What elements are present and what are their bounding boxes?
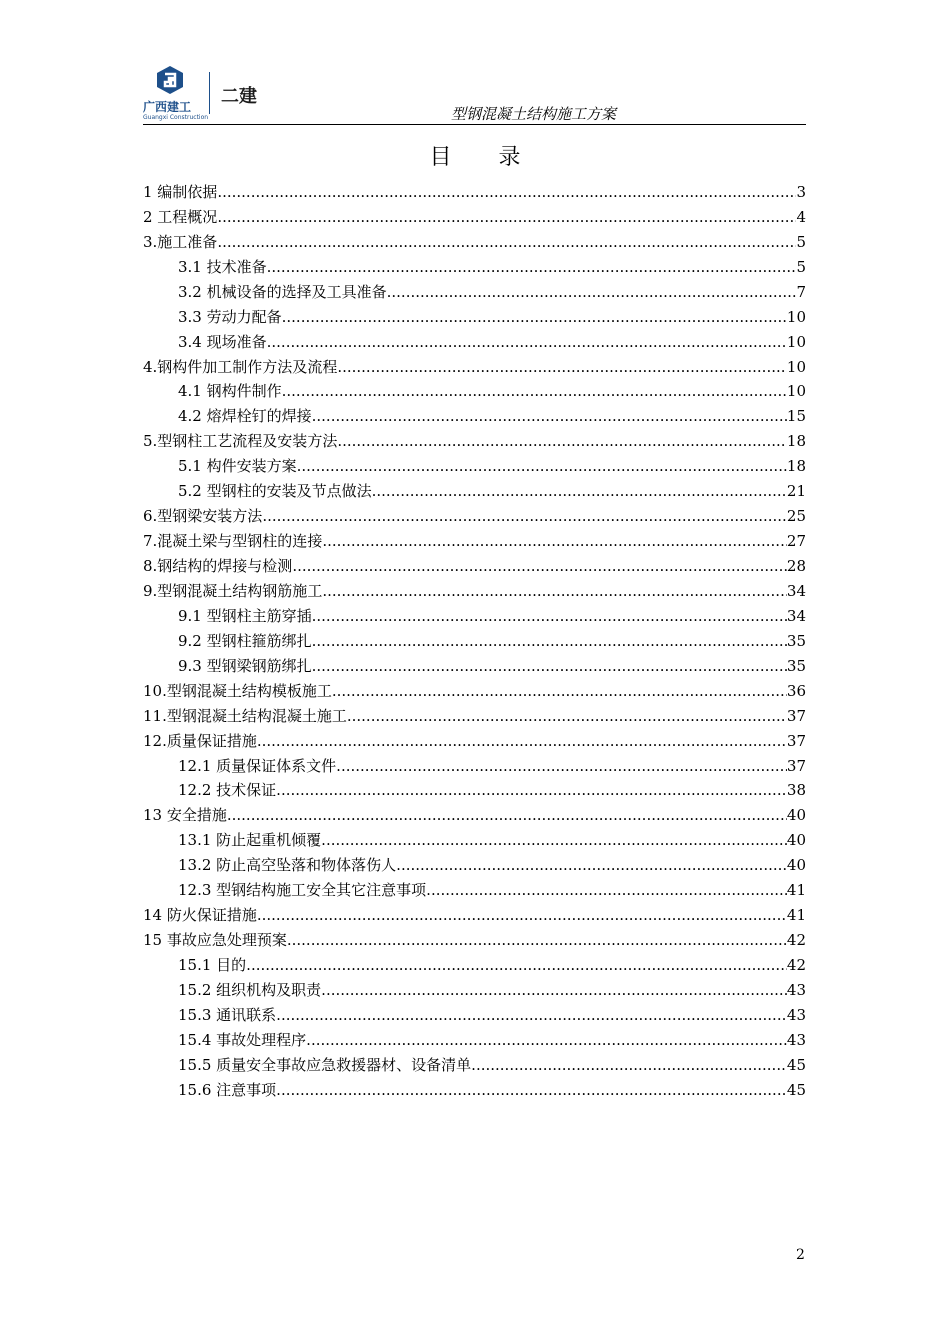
toc-entry[interactable] [143, 305, 806, 330]
brand-name: 二建 [221, 86, 257, 107]
toc-entry-label: 14 防火保证措施 [143, 906, 257, 925]
toc-entry-page: 7 [796, 282, 806, 301]
toc-dot-leader [297, 454, 787, 479]
toc-entry[interactable] [143, 205, 806, 230]
toc-entry-label: 15.6 注意事项 [178, 1080, 277, 1099]
toc-entry-label: 8.钢结构的焊接与检测 [143, 557, 293, 576]
toc-entry[interactable] [143, 255, 806, 280]
toc-entry-label: 9.3 型钢梁钢筋绑扎 [178, 656, 312, 675]
toc-dot-leader [217, 180, 796, 205]
toc-entry-page: 10 [786, 307, 806, 326]
toc-dot-leader [227, 803, 787, 828]
toc-dot-leader [276, 1078, 787, 1103]
toc-entry-page: 28 [786, 557, 806, 576]
toc-entry-label: 9.型钢混凝土结构钢筋施工 [143, 581, 323, 600]
toc-dot-leader [372, 479, 787, 504]
toc-entry-label: 15.3 通讯联系 [178, 1005, 277, 1024]
toc-entry-page: 40 [786, 831, 806, 850]
toc-entry-page: 38 [786, 781, 806, 800]
toc-entry-label: 15.1 目的 [178, 956, 247, 975]
toc-entry[interactable] [143, 1053, 806, 1078]
toc-entry-page: 15 [786, 407, 806, 426]
toc-entry-page: 45 [786, 1080, 806, 1099]
toc-entry[interactable] [143, 1028, 806, 1053]
toc-entry[interactable] [143, 429, 806, 454]
toc-entry-label: 3.1 技术准备 [178, 257, 267, 276]
toc-entry[interactable] [143, 404, 806, 429]
document-title: 型钢混凝土结构施工方案 [450, 105, 616, 123]
toc-entry-page: 42 [786, 931, 806, 950]
toc-dot-leader [276, 1003, 787, 1028]
toc-entry-page: 45 [786, 1055, 806, 1074]
toc-entry-page: 34 [786, 581, 806, 600]
toc-entry-page: 25 [786, 507, 806, 526]
toc-entry-page: 40 [786, 856, 806, 875]
toc-dot-leader [312, 604, 787, 629]
toc-entry-page: 10 [786, 357, 806, 376]
toc-entry-page: 4 [796, 207, 806, 226]
toc-entry-label: 13.2 防止高空坠落和物体落伤人 [178, 856, 397, 875]
toc-dot-leader [262, 504, 787, 529]
toc-entry-page: 43 [786, 980, 806, 999]
toc-entry[interactable] [143, 380, 806, 405]
toc-entry-label: 9.2 型钢柱箍筋绑扎 [178, 631, 312, 650]
toc-entry-label: 4.钢构件加工制作方法及流程 [143, 357, 338, 376]
toc-entry[interactable] [143, 953, 806, 978]
toc-entry-label: 15.4 事故处理程序 [178, 1030, 307, 1049]
toc-entry-page: 18 [786, 457, 806, 476]
toc-entry[interactable] [143, 779, 806, 804]
toc-entry[interactable] [143, 554, 806, 579]
toc-entry-page: 5 [796, 257, 806, 276]
toc-dot-leader [287, 928, 787, 953]
toc-entry[interactable] [143, 878, 806, 903]
toc-entry-label: 4.1 钢构件制作 [178, 382, 282, 401]
toc-entry-label: 5.型钢柱工艺流程及安装方法 [143, 432, 338, 451]
toc-entry-label: 10.型钢混凝土结构模板施工 [143, 681, 332, 700]
logo-subtext: Guangxi Construction [143, 114, 209, 121]
toc-entry-page: 36 [786, 681, 806, 700]
company-logo [143, 66, 209, 122]
toc-entry[interactable] [143, 978, 806, 1003]
toc-title-char: 目 [429, 145, 452, 170]
toc-dot-leader [257, 903, 787, 928]
toc-title-char: 录 [498, 145, 521, 170]
toc-entry-label: 3.施工准备 [143, 232, 218, 251]
toc-entry[interactable] [143, 903, 806, 928]
toc-entry-page: 27 [786, 532, 806, 551]
toc-dot-leader [321, 828, 787, 853]
toc-entry-label: 15.5 质量安全事故应急救援器材、设备清单 [178, 1055, 472, 1074]
toc-entry[interactable] [143, 803, 806, 828]
table-of-contents [143, 180, 806, 1103]
toc-entry-page: 34 [786, 606, 806, 625]
toc-dot-leader [217, 230, 796, 255]
toc-entry-label: 7.混凝土梁与型钢柱的连接 [143, 532, 323, 551]
toc-entry[interactable] [143, 454, 806, 479]
toc-entry[interactable] [143, 1078, 806, 1103]
toc-dot-leader [337, 429, 787, 454]
toc-entry-page: 43 [786, 1005, 806, 1024]
toc-dot-leader [276, 778, 787, 803]
toc-entry[interactable] [143, 654, 806, 679]
toc-entry-page: 10 [786, 382, 806, 401]
toc-entry-page: 37 [786, 731, 806, 750]
toc-dot-leader [282, 379, 787, 404]
toc-dot-leader [396, 853, 787, 878]
toc-entry-label: 9.1 型钢柱主筋穿插 [178, 606, 312, 625]
toc-entry-page: 40 [786, 806, 806, 825]
toc-entry-label: 5.1 构件安装方案 [178, 457, 297, 476]
toc-entry-label: 11.型钢混凝土结构混凝土施工 [143, 706, 347, 725]
toc-entry-page: 43 [786, 1030, 806, 1049]
toc-dot-leader [332, 679, 787, 704]
toc-entry-page: 21 [786, 482, 806, 501]
toc-dot-leader [312, 629, 787, 654]
toc-entry-page: 41 [786, 906, 806, 925]
toc-entry-label: 4.2 熔焊栓钉的焊接 [178, 407, 312, 426]
toc-entry[interactable] [143, 579, 806, 604]
toc-entry-label: 12.2 技术保证 [178, 781, 277, 800]
toc-entry-page: 37 [786, 756, 806, 775]
toc-entry-page: 3 [796, 182, 806, 201]
page-number: 2 [796, 1247, 805, 1263]
toc-entry[interactable] [143, 529, 806, 554]
toc-entry[interactable] [143, 479, 806, 504]
toc-dot-leader [246, 953, 787, 978]
toc-title [0, 140, 950, 171]
toc-dot-leader [257, 729, 787, 754]
toc-dot-leader [282, 305, 787, 330]
toc-dot-leader [312, 404, 787, 429]
toc-entry-label: 1 编制依据 [143, 182, 218, 201]
toc-entry-label: 3.4 现场准备 [178, 332, 267, 351]
logo-mark-icon [157, 66, 183, 94]
toc-entry[interactable] [143, 679, 806, 704]
toc-entry-label: 5.2 型钢柱的安装及节点做法 [178, 482, 372, 501]
toc-entry[interactable] [143, 1003, 806, 1028]
toc-dot-leader [387, 280, 797, 305]
toc-dot-leader [306, 1028, 787, 1053]
logo-text: 广西建工 [143, 100, 192, 114]
toc-entry[interactable] [143, 704, 806, 729]
toc-entry-page: 10 [786, 332, 806, 351]
toc-entry-page: 35 [786, 631, 806, 650]
toc-entry[interactable] [143, 754, 806, 779]
toc-entry-label: 13.1 防止起重机倾覆 [178, 831, 322, 850]
toc-entry-label: 12.质量保证措施 [143, 731, 257, 750]
toc-dot-leader [322, 579, 787, 604]
toc-entry-page: 42 [786, 956, 806, 975]
toc-entry[interactable] [143, 928, 806, 953]
toc-dot-leader [267, 330, 787, 355]
toc-entry[interactable] [143, 180, 806, 205]
toc-entry[interactable] [143, 330, 806, 355]
toc-entry[interactable] [143, 629, 806, 654]
toc-entry-page: 35 [786, 656, 806, 675]
toc-entry-label: 13 安全措施 [143, 806, 227, 825]
toc-entry[interactable] [143, 853, 806, 878]
header-rule [143, 124, 806, 125]
toc-entry-label: 2 工程概况 [143, 207, 218, 226]
toc-entry-label: 15.2 组织机构及职责 [178, 980, 322, 999]
toc-dot-leader [312, 654, 787, 679]
toc-dot-leader [321, 978, 787, 1003]
toc-dot-leader [267, 255, 797, 280]
toc-entry[interactable] [143, 828, 806, 853]
toc-dot-leader [217, 205, 796, 230]
toc-entry-label: 6.型钢梁安装方法 [143, 507, 263, 526]
toc-entry-label: 12.1 质量保证体系文件 [178, 756, 337, 775]
page-header [143, 62, 806, 124]
toc-dot-leader [471, 1053, 787, 1078]
toc-dot-leader [336, 754, 787, 779]
toc-entry-page: 18 [786, 432, 806, 451]
toc-entry[interactable] [143, 355, 806, 380]
toc-entry[interactable] [143, 604, 806, 629]
toc-dot-leader [322, 529, 787, 554]
toc-entry[interactable] [143, 729, 806, 754]
toc-entry[interactable] [143, 280, 806, 305]
toc-entry[interactable] [143, 504, 806, 529]
toc-entry-page: 37 [786, 706, 806, 725]
toc-dot-leader [347, 704, 787, 729]
toc-dot-leader [426, 878, 787, 903]
toc-entry-label: 3.3 劳动力配备 [178, 307, 282, 326]
toc-entry[interactable] [143, 230, 806, 255]
toc-entry-page: 5 [796, 232, 806, 251]
toc-entry-label: 15 事故应急处理预案 [143, 931, 287, 950]
toc-dot-leader [337, 355, 787, 380]
toc-entry-label: 12.3 型钢结构施工安全其它注意事项 [178, 881, 427, 900]
header-divider [209, 72, 210, 114]
toc-dot-leader [292, 554, 787, 579]
toc-entry-page: 41 [786, 881, 806, 900]
toc-entry-label: 3.2 机械设备的选择及工具准备 [178, 282, 387, 301]
